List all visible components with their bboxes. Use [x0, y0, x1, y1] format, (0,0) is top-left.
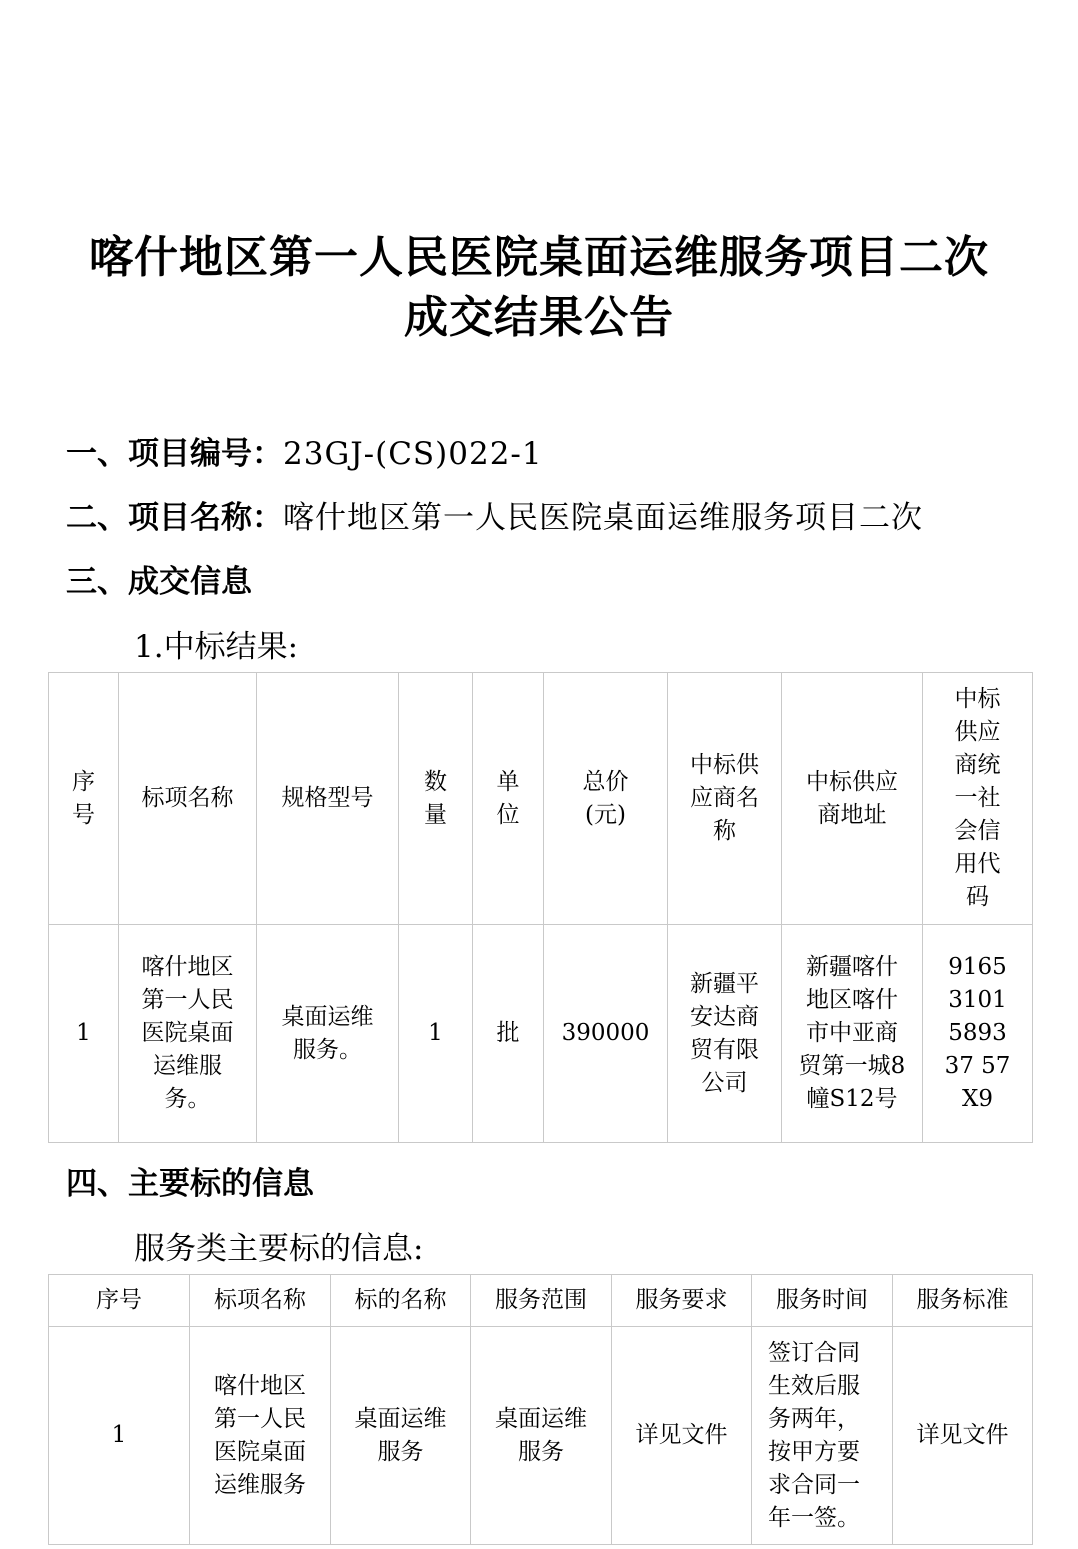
cell-quantity: 1 — [399, 925, 473, 1143]
header-cell: 标项名称 — [119, 673, 257, 925]
cell-supplier-address: 新疆喀什地区喀什市中亚商贸第一城8幢S12号 — [782, 925, 923, 1143]
header-cell: 服务范围 — [471, 1275, 612, 1327]
table-row — [49, 925, 1033, 1143]
header-cell: 服务标准 — [893, 1275, 1033, 1327]
subject-info-label: 四、主要标的信息 — [66, 1166, 314, 1202]
cell-supplier-name: 新疆平安达商贸有限公司 — [668, 925, 782, 1143]
deal-info-label: 三、成交信息 — [66, 564, 252, 600]
deal-info-heading — [66, 562, 252, 602]
cell-index: 1 — [49, 1327, 190, 1545]
service-subject-table — [48, 1274, 1033, 1545]
header-cell: 数量 — [399, 673, 473, 925]
project-number-line — [66, 434, 543, 474]
bid-result-subheading: 1.中标结果: — [134, 629, 299, 665]
bid-result-header-row — [49, 673, 1033, 925]
header-cell: 序号 — [49, 1275, 190, 1327]
cell-subject-name: 桌面运维服务 — [331, 1327, 471, 1545]
header-cell: 服务时间 — [752, 1275, 893, 1327]
header-cell: 序号 — [49, 673, 119, 925]
table-row — [49, 1327, 1033, 1545]
project-number-label: 一、项目编号： — [66, 436, 283, 472]
service-subject-header-row — [49, 1275, 1033, 1327]
project-name-line — [66, 498, 923, 538]
header-cell: 单位 — [473, 673, 544, 925]
cell-service-standard: 详见文件 — [893, 1327, 1033, 1545]
cell-lot-name: 喀什地区第一人民医院桌面运维服务 — [190, 1327, 331, 1545]
project-name-label: 二、项目名称： — [66, 500, 283, 536]
title-line-1: 喀什地区第一人民医院桌面运维服务项目二次 — [89, 232, 989, 283]
cell-credit-code: 91653101589337 57X9 — [923, 925, 1033, 1143]
service-subject-subheading: 服务类主要标的信息: — [134, 1231, 424, 1267]
header-cell: 中标供应商统一社会信用代码 — [923, 673, 1033, 925]
bid-result-table — [48, 672, 1033, 1143]
title-line-2: 成交结果公告 — [404, 292, 674, 343]
header-cell: 中标供应商名称 — [668, 673, 782, 925]
cell-lot-name: 喀什地区第一人民医院桌面运维服务。 — [119, 925, 257, 1143]
header-cell: 标的名称 — [331, 1275, 471, 1327]
cell-service-time: 签订合同生效后服务两年，按甲方要求合同一年一签。 — [752, 1327, 893, 1545]
cell-total-price: 390000 — [544, 925, 668, 1143]
header-cell: 中标供应商地址 — [782, 673, 923, 925]
subject-info-heading — [66, 1164, 314, 1204]
header-cell: 总价(元) — [544, 673, 668, 925]
cell-index: 1 — [49, 925, 119, 1143]
project-name-value: 喀什地区第一人民医院桌面运维服务项目二次 — [283, 500, 923, 536]
cell-service-scope: 桌面运维服务 — [471, 1327, 612, 1545]
header-cell: 规格型号 — [257, 673, 399, 925]
cell-spec: 桌面运维服务。 — [257, 925, 399, 1143]
header-cell: 标项名称 — [190, 1275, 331, 1327]
header-cell: 服务要求 — [612, 1275, 752, 1327]
document-title — [40, 228, 1038, 348]
cell-unit: 批 — [473, 925, 544, 1143]
cell-service-requirement: 详见文件 — [612, 1327, 752, 1545]
project-number-value: 23GJ-(CS)022-1 — [283, 436, 543, 472]
